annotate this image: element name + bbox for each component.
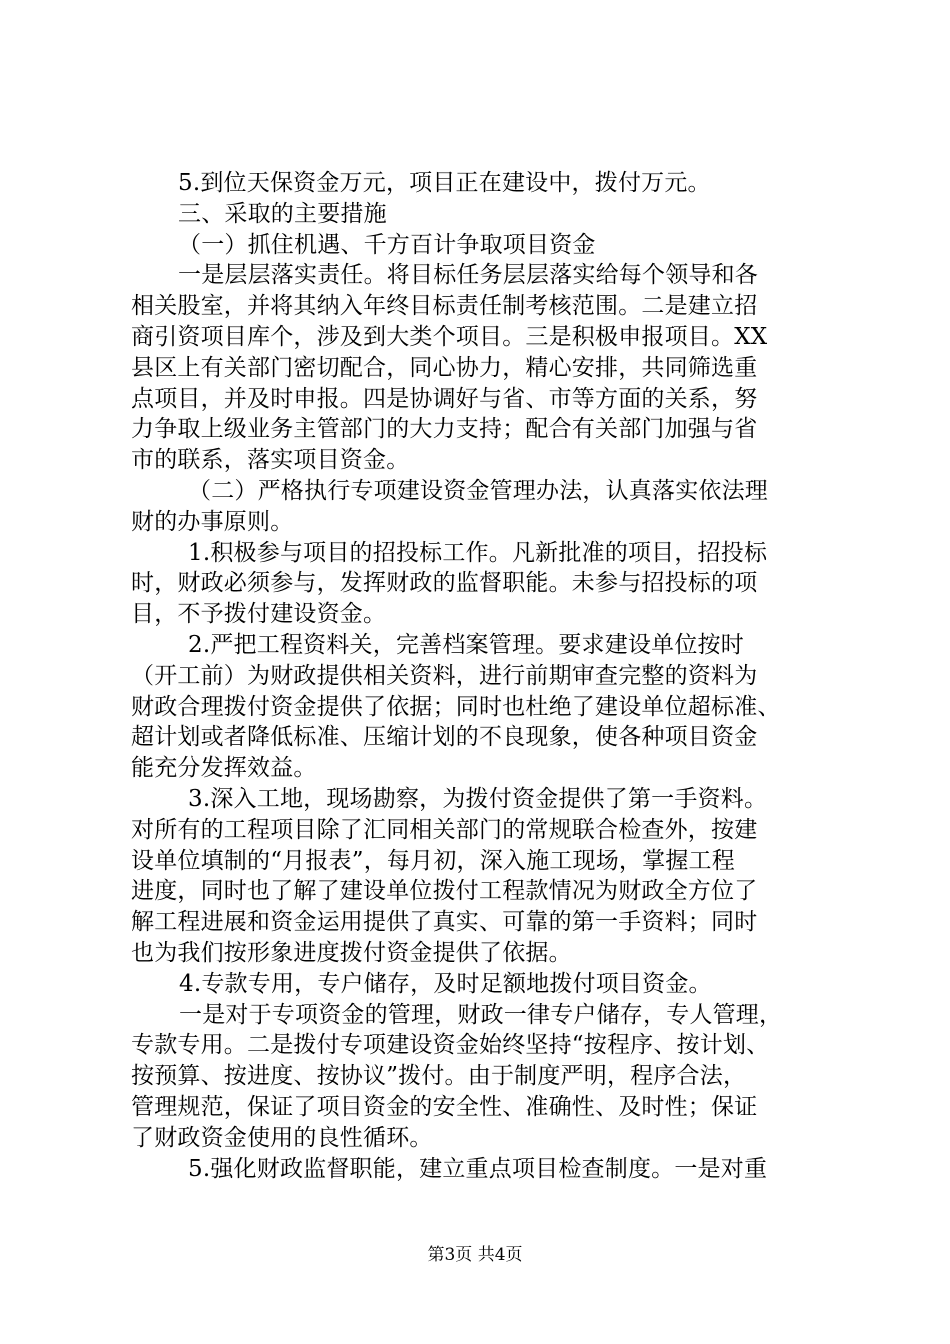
text-line: 设单位填制的“月报表”，每月初，深入施工现场，掌握工程 [131, 847, 735, 874]
text-line: 目，不予拨付建设资金。 [131, 601, 387, 628]
section-heading: 三、采取的主要措施 [178, 200, 387, 227]
text-line: 进度，同时也了解了建设单位拨付工程款情况为财政全方位了 [131, 878, 758, 905]
text-line: 超计划或者降低标准、压缩计划的不良现象，使各种项目资金 [131, 724, 758, 751]
text-line: 解工程进展和资金运用提供了真实、可靠的第一手资料；同时 [131, 909, 758, 936]
text-line: （开工前）为财政提供相关资料，进行前期审查完整的资料为 [131, 662, 758, 689]
text-line: 对所有的工程项目除了汇同相关部门的常规联合检查外，按建 [131, 816, 758, 843]
text-line: 点项目，并及时申报。四是协调好与省、市等方面的关系，努 [131, 385, 758, 412]
text-line: 商引资项目库个，涉及到大类个项目。三是积极申报项目。XX [131, 323, 768, 350]
text-line: 时，财政必须参与，发挥财政的监督职能。未参与招投标的项 [131, 570, 758, 597]
text-line: 管理规范，保证了项目资金的安全性、准确性、及时性；保证 [131, 1093, 758, 1120]
page-number: 第3页 共4页 [427, 1245, 523, 1265]
text-line: 按预算、按进度、按协议”拨付。由于制度严明，程序合法， [131, 1063, 747, 1090]
text-line: 也为我们按形象进度拨付资金提供了依据。 [131, 939, 572, 966]
text-line: 相关股室，并将其纳入年终目标责任制考核范围。二是建立招 [131, 293, 758, 320]
subsection-heading: （一）抓住机遇、千方百计争取项目资金 [178, 231, 596, 258]
text-line: 市的联系，落实项目资金。 [131, 447, 410, 474]
text-line: 5.到位天保资金万元，项目正在建设中，拨付万元。 [178, 170, 711, 196]
text-line: 了财政资金使用的良性循环。 [131, 1124, 433, 1151]
text-line: 一是层层落实责任。将目标任务层层落实给每个领导和各 [178, 262, 758, 289]
document-body [131, 168, 831, 1184]
text-line: 4.专款专用，专户储存，及时足额地拨付项目资金。 [179, 970, 712, 997]
text-line: 县区上有关部门密切配合，同心协力，精心安排，共同筛选重 [131, 354, 758, 381]
text-line: 能充分发挥效益。 [131, 755, 317, 782]
text-line: 专款专用。二是拨付专项建设资金始终坚持“按程序、按计划、 [131, 1032, 770, 1059]
text-line: 力争取上级业务主管部门的大力支持；配合有关部门加强与省 [131, 416, 758, 443]
text-line: 3.深入工地，现场勘察，为拨付资金提供了第一手资料。 [188, 785, 768, 812]
text-line: 5.强化财政监督职能，建立重点项目检查制度。一是对重 [188, 1155, 768, 1182]
text-line: 财的办事原则。 [131, 508, 294, 535]
text-line: 一是对于专项资金的管理，财政一律专户储存，专人管理， [179, 1001, 783, 1028]
text-line: 2.严把工程资料关，完善档案管理。要求建设单位按时 [188, 631, 744, 658]
subsection-heading: （二）严格执行专项建设资金管理办法，认真落实依法理 [188, 477, 768, 504]
text-line: 1.积极参与项目的招投标工作。凡新批准的项目，招投标 [188, 539, 768, 566]
text-line: 财政合理拨付资金提供了依据；同时也杜绝了建设单位超标准、 [131, 693, 781, 720]
